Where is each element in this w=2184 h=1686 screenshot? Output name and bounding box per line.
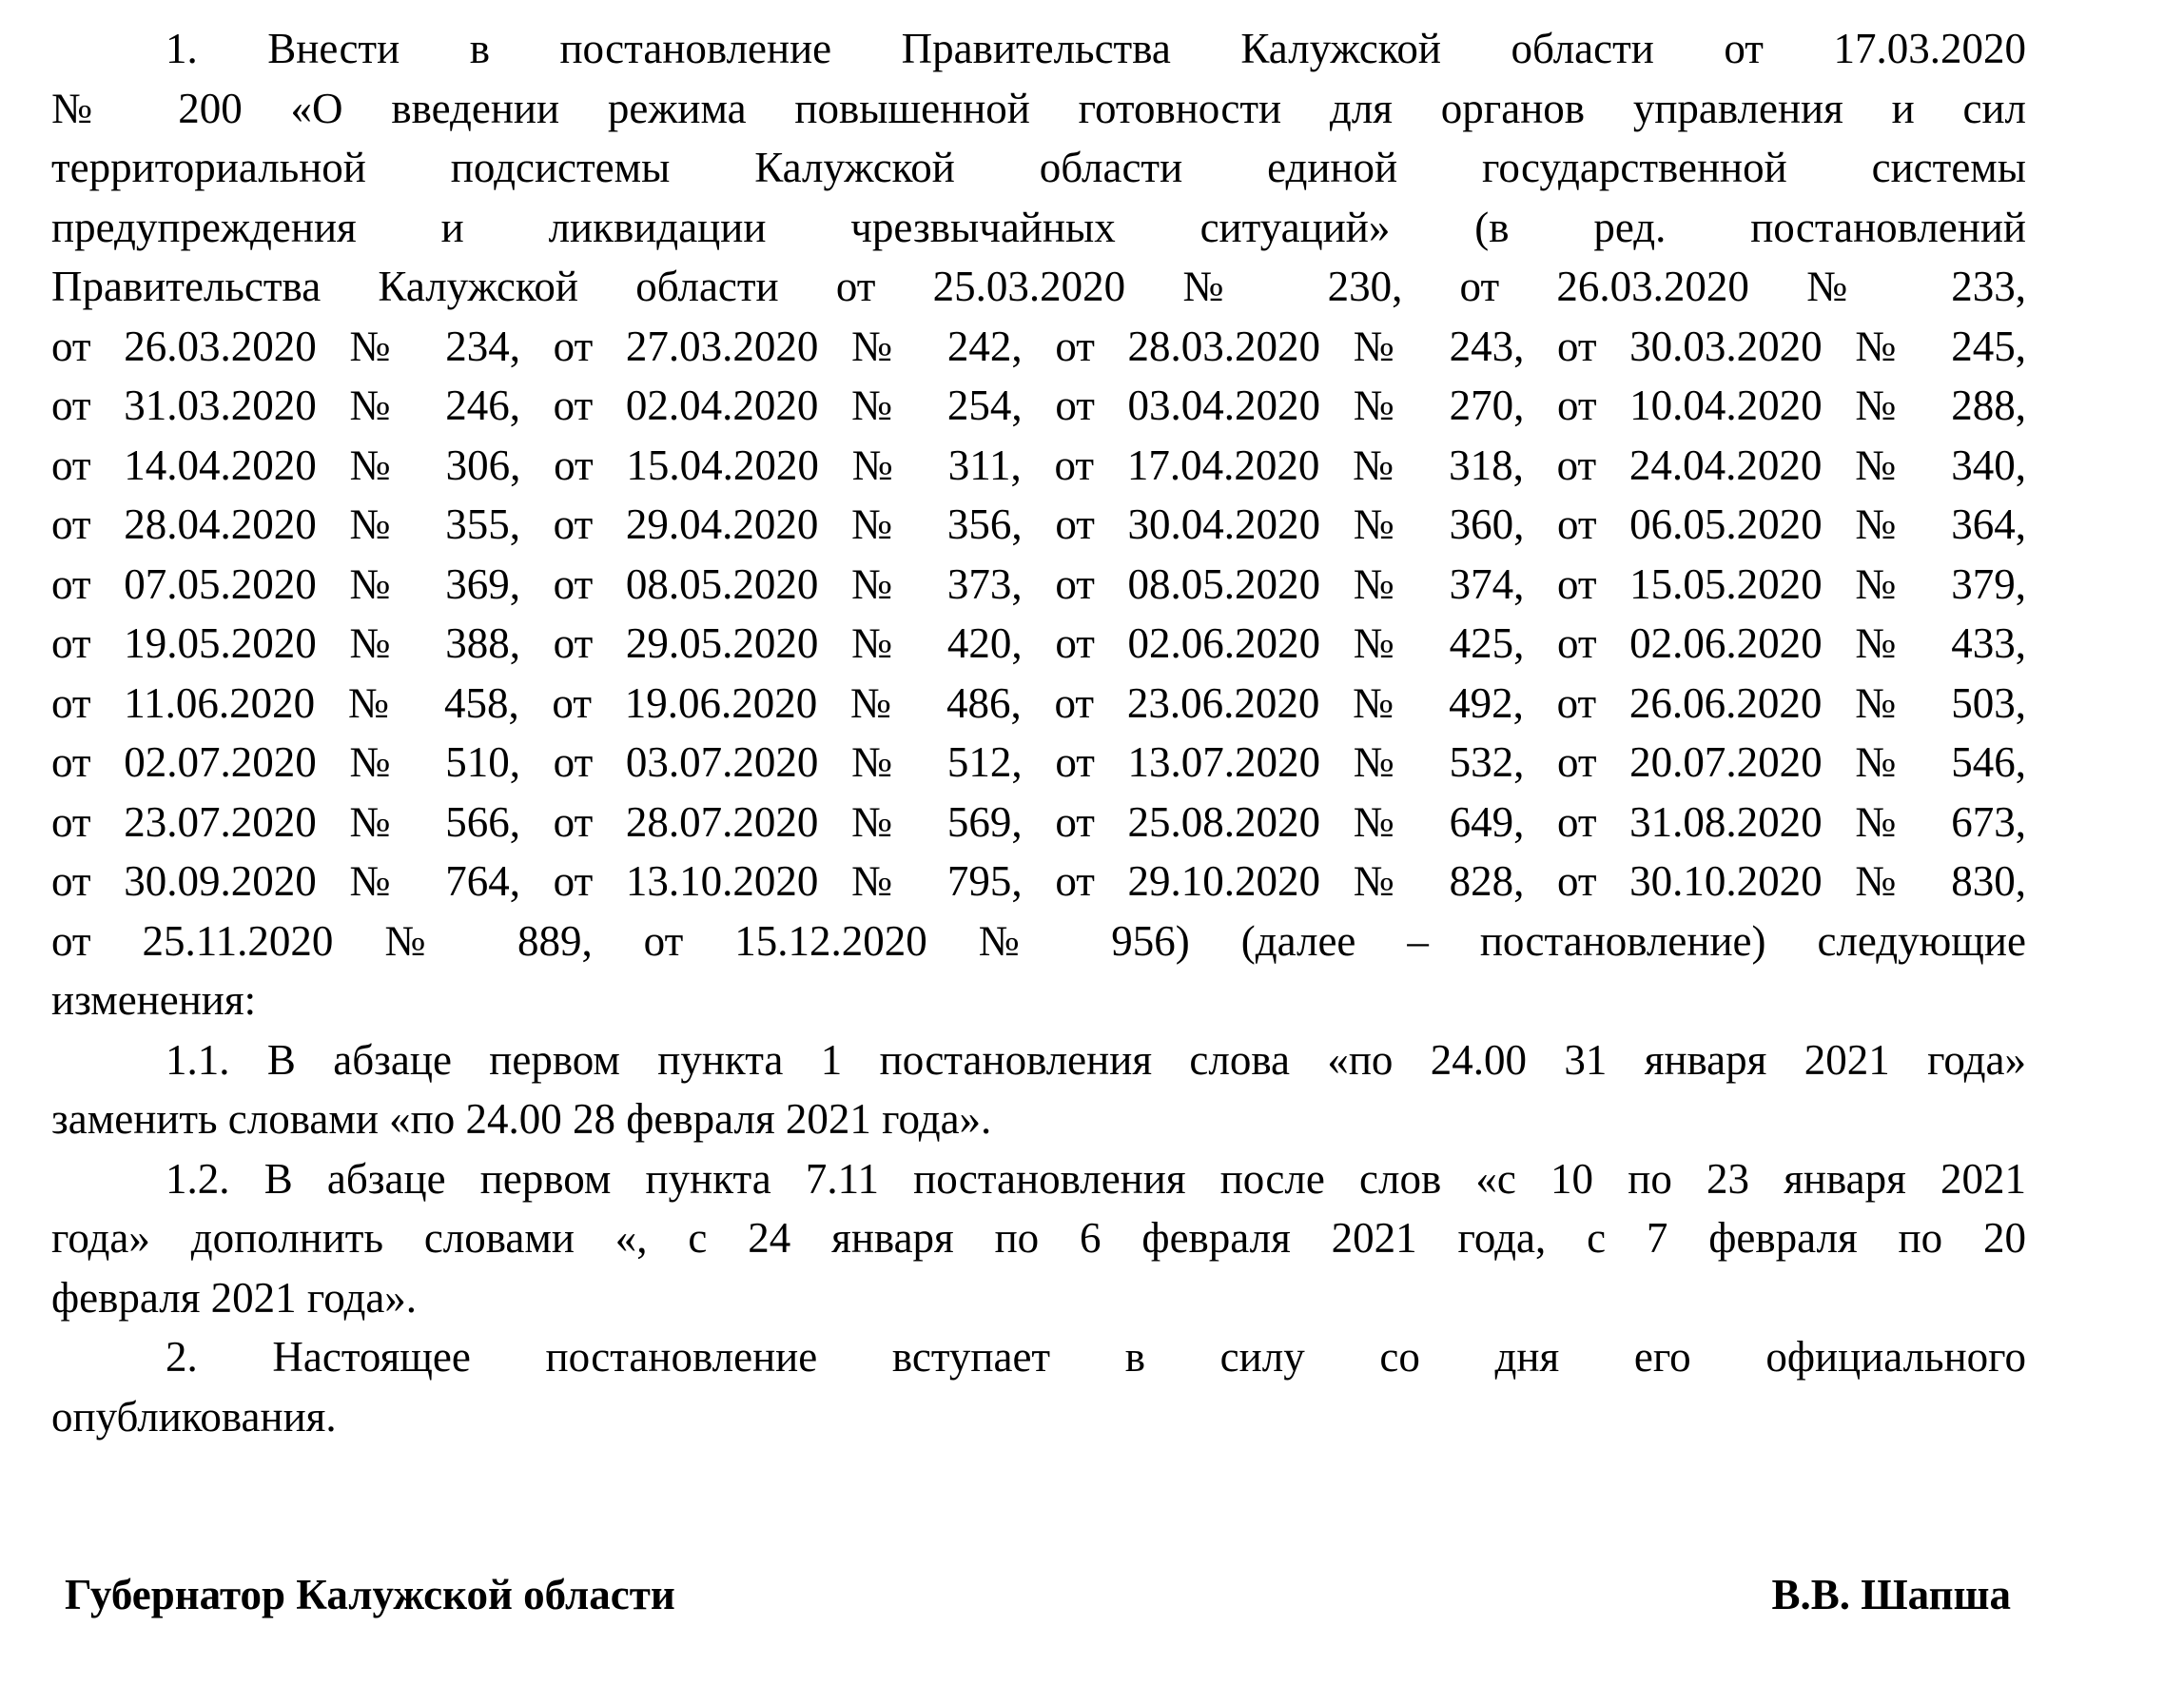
- text-line: опубликования.: [51, 1392, 337, 1441]
- text-line: от 23.07.2020 № 566, от 28.07.2020 № 569, от 25.08.2020 № 649, от 31.08.2020 № 673,: [51, 797, 2026, 846]
- paragraph-item-2: [51, 1327, 2026, 1446]
- text-line: года» дополнить словами «, с 24 января по 6 февраля 2021 года, с 7 февраля по 20: [51, 1214, 2026, 1262]
- text-line: № 200 «О введении режима повышенной готовности для органов управления и сил: [51, 84, 2026, 132]
- text-line: от 19.05.2020 № 388, от 29.05.2020 № 420, от 02.06.2020 № 425, от 02.06.2020 № 433,: [51, 619, 2026, 667]
- text-line: от 26.03.2020 № 234, от 27.03.2020 № 242, от 28.03.2020 № 243, от 30.03.2020 № 245,: [51, 322, 2026, 370]
- text-line: предупреждения и ликвидации чрезвычайных ситуаций» (в ред. постановлений: [51, 203, 2026, 251]
- text-line: от 11.06.2020 № 458, от 19.06.2020 № 486, от 23.06.2020 № 492, от 26.06.2020 № 503,: [51, 678, 2026, 727]
- signatory-name: В.В. Шапша: [1771, 1571, 2011, 1618]
- text-line: 1.1. В абзаце первом пункта 1 постановления слова «по 24.00 31 января 2021 года»: [166, 1035, 2026, 1084]
- text-line: от 07.05.2020 № 369, от 08.05.2020 № 373, от 08.05.2020 № 374, от 15.05.2020 № 379,: [51, 559, 2026, 608]
- text-line: от 02.07.2020 № 510, от 03.07.2020 № 512, от 13.07.2020 № 532, от 20.07.2020 № 546,: [51, 738, 2026, 786]
- text-line: заменить словами «по 24.00 28 февраля 2021 года».: [51, 1095, 992, 1143]
- paragraph-item-1-1: [51, 1030, 2026, 1149]
- paragraph-item-1-2: [51, 1149, 2026, 1328]
- text-line: 2. Настоящее постановление вступает в силу со дня его официального: [166, 1333, 2026, 1381]
- document-body: [51, 19, 2026, 1446]
- text-line: изменения:: [51, 976, 257, 1024]
- text-line: от 14.04.2020 № 306, от 15.04.2020 № 311, от 17.04.2020 № 318, от 24.04.2020 № 340,: [51, 441, 2026, 489]
- text-line: Правительства Калужской области от 25.03.2020 № 230, от 26.03.2020 № 233,: [51, 263, 2026, 310]
- signatory-position: Губернатор Калужской области: [65, 1571, 675, 1618]
- text-line: 1. Внести в постановление Правительства Калужской области от 17.03.2020: [166, 25, 2026, 72]
- paragraph-item-1: [51, 19, 2026, 1030]
- text-line: февраля 2021 года».: [51, 1273, 418, 1322]
- text-line: от 31.03.2020 № 246, от 02.04.2020 № 254, от 03.04.2020 № 270, от 10.04.2020 № 288,: [51, 382, 2026, 429]
- text-line: от 25.11.2020 № 889, от 15.12.2020 № 956) (далее – постановление) следующие: [51, 916, 2026, 965]
- text-line: от 30.09.2020 № 764, от 13.10.2020 № 795, от 29.10.2020 № 828, от 30.10.2020 № 830,: [51, 857, 2026, 905]
- text-line: от 28.04.2020 № 355, от 29.04.2020 № 356, от 30.04.2020 № 360, от 06.05.2020 № 364,: [51, 500, 2026, 548]
- text-line: территориальной подсистемы Калужской области единой государственной системы: [51, 144, 2026, 191]
- text-line: 1.2. В абзаце первом пункта 7.11 постановления после слов «с 10 по 23 января 2021: [166, 1154, 2026, 1203]
